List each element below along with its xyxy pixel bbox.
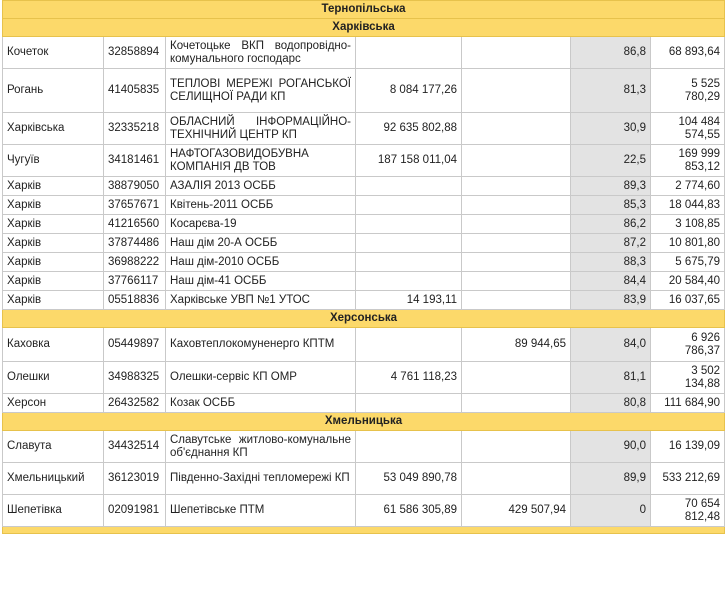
name-cell: Олешки-сервіс КП ОМР (166, 362, 356, 394)
percent-cell: 87,2 (571, 234, 651, 253)
city-cell: Чугуїв (3, 145, 104, 177)
code-cell: 41216560 (104, 215, 166, 234)
percent-cell: 86,2 (571, 215, 651, 234)
total-cell: 3 502 134,88 (651, 362, 725, 394)
total-cell: 6 926 786,37 (651, 328, 725, 362)
amount-cell (356, 37, 462, 69)
amount-cell (462, 253, 571, 272)
name-cell: Квітень-2011 ОСББ (166, 196, 356, 215)
name-cell: Наш дім 20-А ОСББ (166, 234, 356, 253)
amount-cell (356, 177, 462, 196)
region-name: Харківська (3, 19, 725, 37)
total-cell: 68 893,64 (651, 37, 725, 69)
name-cell: Кочетоцьке ВКП водопровідно-комунального господарс (166, 37, 356, 69)
amount-cell: 89 944,65 (462, 328, 571, 362)
percent-cell: 85,3 (571, 196, 651, 215)
city-cell: Олешки (3, 362, 104, 394)
percent-cell: 84,0 (571, 328, 651, 362)
table-row (3, 291, 725, 310)
amount-cell (462, 463, 571, 495)
code-cell: 34988325 (104, 362, 166, 394)
table-row (3, 495, 725, 527)
total-cell: 20 584,40 (651, 272, 725, 291)
amount-cell (356, 196, 462, 215)
code-cell: 32858894 (104, 37, 166, 69)
code-cell: 32335218 (104, 113, 166, 145)
table-row (3, 328, 725, 362)
total-cell: 3 108,85 (651, 215, 725, 234)
city-cell: Харків (3, 177, 104, 196)
city-cell: Херсон (3, 394, 104, 413)
code-cell: 34181461 (104, 145, 166, 177)
amount-cell (462, 272, 571, 291)
region-header (3, 19, 725, 37)
region-name: Херсонська (3, 310, 725, 328)
code-cell: 41405835 (104, 69, 166, 113)
amount-cell (462, 362, 571, 394)
city-cell: Харків (3, 291, 104, 310)
total-cell: 18 044,83 (651, 196, 725, 215)
percent-cell: 0 (571, 495, 651, 527)
amount-cell: 92 635 802,88 (356, 113, 462, 145)
name-cell: Каховтеплокомуненерго КПТМ (166, 328, 356, 362)
name-cell: Наш дім-41 ОСББ (166, 272, 356, 291)
city-cell: Славута (3, 431, 104, 463)
city-cell: Харків (3, 272, 104, 291)
amount-cell (462, 431, 571, 463)
city-cell: Каховка (3, 328, 104, 362)
total-cell: 16 037,65 (651, 291, 725, 310)
amount-cell: 53 049 890,78 (356, 463, 462, 495)
name-cell: ОБЛАСНИЙ ІНФОРМАЦІЙНО-ТЕХНІЧНИЙ ЦЕНТР КП (166, 113, 356, 145)
code-cell: 02091981 (104, 495, 166, 527)
city-cell: Хмельницький (3, 463, 104, 495)
debt-table (2, 0, 725, 534)
amount-cell: 4 761 118,23 (356, 362, 462, 394)
amount-cell (356, 394, 462, 413)
name-cell: Козак ОСББ (166, 394, 356, 413)
amount-cell (462, 69, 571, 113)
name-cell: Харківське УВП №1 УТОС (166, 291, 356, 310)
amount-cell (462, 215, 571, 234)
total-cell: 533 212,69 (651, 463, 725, 495)
name-cell: Наш дім-2010 ОСББ (166, 253, 356, 272)
table-row (3, 196, 725, 215)
code-cell: 37874486 (104, 234, 166, 253)
percent-cell: 86,8 (571, 37, 651, 69)
percent-cell: 30,9 (571, 113, 651, 145)
percent-cell: 83,9 (571, 291, 651, 310)
total-cell: 169 999 853,12 (651, 145, 725, 177)
city-cell: Харків (3, 215, 104, 234)
region-header-cut (3, 527, 725, 534)
percent-cell: 84,4 (571, 272, 651, 291)
percent-cell: 22,5 (571, 145, 651, 177)
total-cell: 104 484 574,55 (651, 113, 725, 145)
city-cell: Шепетівка (3, 495, 104, 527)
table-row (3, 69, 725, 113)
amount-cell (356, 234, 462, 253)
code-cell: 37657671 (104, 196, 166, 215)
amount-cell (356, 328, 462, 362)
name-cell: ТЕПЛОВІ МЕРЕЖІ РОГАНСЬКОЇ СЕЛИЩНОЇ РАДИ КП (166, 69, 356, 113)
name-cell: Південно-Західні тепломережі КП (166, 463, 356, 495)
city-cell: Рогань (3, 69, 104, 113)
amount-cell (462, 234, 571, 253)
amount-cell (356, 253, 462, 272)
table-row (3, 145, 725, 177)
table-row (3, 394, 725, 413)
percent-cell: 88,3 (571, 253, 651, 272)
percent-cell: 81,3 (571, 69, 651, 113)
table-row (3, 215, 725, 234)
total-cell: 5 675,79 (651, 253, 725, 272)
amount-cell (356, 272, 462, 291)
amount-cell (462, 37, 571, 69)
code-cell: 05518836 (104, 291, 166, 310)
amount-cell (356, 431, 462, 463)
percent-cell: 89,3 (571, 177, 651, 196)
amount-cell (462, 291, 571, 310)
percent-cell: 81,1 (571, 362, 651, 394)
city-cell: Харків (3, 253, 104, 272)
name-cell: Славутське житлово-комунальне об'єднання КП (166, 431, 356, 463)
percent-cell: 90,0 (571, 431, 651, 463)
amount-cell: 61 586 305,89 (356, 495, 462, 527)
city-cell: Кочеток (3, 37, 104, 69)
code-cell: 37766117 (104, 272, 166, 291)
table-row (3, 463, 725, 495)
amount-cell (462, 145, 571, 177)
table-row (3, 253, 725, 272)
amount-cell: 8 084 177,26 (356, 69, 462, 113)
amount-cell: 187 158 011,04 (356, 145, 462, 177)
region-header (3, 310, 725, 328)
table-row (3, 362, 725, 394)
amount-cell (462, 113, 571, 145)
table-row (3, 272, 725, 291)
amount-cell (462, 196, 571, 215)
code-cell: 05449897 (104, 328, 166, 362)
table-row (3, 113, 725, 145)
total-cell: 5 525 780,29 (651, 69, 725, 113)
total-cell: 10 801,80 (651, 234, 725, 253)
amount-cell: 14 193,11 (356, 291, 462, 310)
amount-cell: 429 507,94 (462, 495, 571, 527)
region-header (3, 413, 725, 431)
table-row (3, 431, 725, 463)
total-cell: 70 654 812,48 (651, 495, 725, 527)
amount-cell (462, 177, 571, 196)
table-row (3, 234, 725, 253)
code-cell: 36988222 (104, 253, 166, 272)
name-cell: НАФТОГАЗОВИДОБУВНА КОМПАНІЯ ДВ ТОВ (166, 145, 356, 177)
code-cell: 38879050 (104, 177, 166, 196)
total-cell: 2 774,60 (651, 177, 725, 196)
name-cell: АЗАЛІЯ 2013 ОСББ (166, 177, 356, 196)
region-name: Тернопільська (3, 1, 725, 19)
table-row (3, 37, 725, 69)
total-cell: 111 684,90 (651, 394, 725, 413)
total-cell: 16 139,09 (651, 431, 725, 463)
city-cell: Харківська (3, 113, 104, 145)
region-name: Хмельницька (3, 413, 725, 431)
city-cell: Харків (3, 196, 104, 215)
code-cell: 36123019 (104, 463, 166, 495)
amount-cell (462, 394, 571, 413)
percent-cell: 80,8 (571, 394, 651, 413)
name-cell: Шепетівське ПТМ (166, 495, 356, 527)
name-cell: Косарєва-19 (166, 215, 356, 234)
percent-cell: 89,9 (571, 463, 651, 495)
amount-cell (356, 215, 462, 234)
next-region-header-partial (3, 527, 725, 534)
region-header (3, 1, 725, 19)
table-row (3, 177, 725, 196)
code-cell: 34432514 (104, 431, 166, 463)
code-cell: 26432582 (104, 394, 166, 413)
city-cell: Харків (3, 234, 104, 253)
